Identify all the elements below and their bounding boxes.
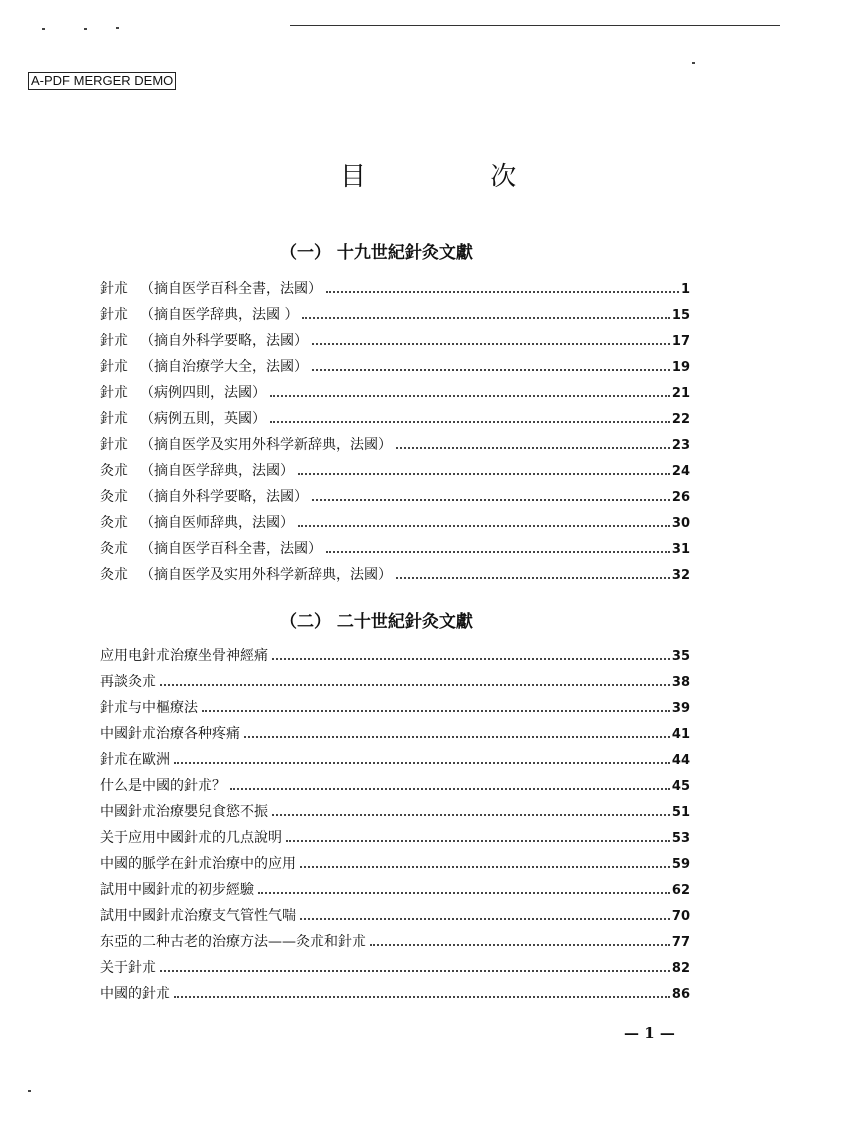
toc-entry-page: 21 — [671, 386, 690, 401]
toc-entry-source: （摘自医师辞典，法國） — [140, 515, 294, 531]
toc-entry-source: （摘自治療学大全，法國） — [140, 359, 308, 375]
toc-entry[interactable] — [100, 695, 690, 721]
toc-entry-label — [100, 354, 308, 380]
toc-entry-page: 32 — [671, 568, 690, 583]
toc-entry-title: 中國針朮治療嬰兒食慾不振 — [100, 804, 268, 820]
toc-entry-label — [100, 643, 268, 669]
toc-list-section1 — [100, 276, 690, 588]
toc-entry-title: 灸朮 — [100, 541, 128, 557]
toc-entry-page: 45 — [671, 779, 690, 794]
toc-entry-title: 針朮 — [100, 333, 128, 349]
dot-leader — [270, 420, 670, 423]
toc-entry-label — [100, 328, 308, 354]
toc-entry-title: 灸朮 — [100, 515, 128, 531]
toc-entry-page: 35 — [671, 649, 690, 664]
dot-leader — [302, 316, 669, 319]
toc-entry-title: 試用中國針朮的初步經驗 — [100, 882, 254, 898]
toc-entry-title: 針朮与中樞療法 — [100, 700, 198, 716]
toc-entry-page: 59 — [671, 857, 690, 872]
scan-speck — [116, 27, 119, 29]
page-title: 目 次 — [340, 162, 575, 192]
dot-leader — [272, 813, 670, 816]
toc-entry-label — [100, 851, 296, 877]
toc-entry-title: 針朮 — [100, 411, 128, 427]
dot-leader — [312, 368, 670, 371]
toc-entry[interactable] — [100, 773, 690, 799]
dot-leader — [174, 761, 670, 764]
toc-entry-title: 針朮 — [100, 281, 128, 297]
dot-leader — [258, 891, 670, 894]
toc-entry[interactable] — [100, 669, 690, 695]
toc-entry-source: （病例五則，英國） — [140, 411, 266, 427]
toc-entry-page: 31 — [671, 542, 690, 557]
toc-entry[interactable] — [100, 562, 690, 588]
toc-entry-title: 灸朮 — [100, 489, 128, 505]
dot-leader — [298, 472, 670, 475]
toc-entry-title: 針朮 — [100, 385, 128, 401]
toc-entry-title: 試用中國針朮治療支气管性气喘 — [100, 908, 296, 924]
toc-entry[interactable] — [100, 747, 690, 773]
toc-entry[interactable] — [100, 536, 690, 562]
scan-line-artifact — [290, 25, 780, 26]
dot-leader — [174, 995, 670, 998]
toc-entry[interactable] — [100, 328, 690, 354]
dot-leader — [286, 839, 670, 842]
toc-entry-page: 51 — [671, 805, 690, 820]
toc-entry[interactable] — [100, 981, 690, 1007]
toc-entry-page: 30 — [671, 516, 690, 531]
toc-entry-label — [100, 747, 170, 773]
toc-entry[interactable] — [100, 302, 690, 328]
scan-speck — [692, 62, 695, 64]
toc-entry[interactable] — [100, 406, 690, 432]
toc-entry-page: 82 — [671, 961, 690, 976]
toc-entry-label — [100, 773, 226, 799]
toc-entry-page: 53 — [671, 831, 690, 846]
dot-leader — [244, 735, 670, 738]
toc-entry-source: （摘自医学及实用外科学新辞典，法國） — [140, 437, 392, 453]
toc-entry[interactable] — [100, 721, 690, 747]
toc-entry-label — [100, 458, 294, 484]
dot-leader — [326, 550, 670, 553]
toc-entry[interactable] — [100, 877, 690, 903]
toc-entry-source: （摘自外科学要略，法國） — [140, 333, 308, 349]
toc-entry-label — [100, 536, 322, 562]
toc-entry[interactable] — [100, 929, 690, 955]
scan-speck — [42, 28, 45, 30]
toc-entry-page: 44 — [671, 753, 690, 768]
toc-entry-label — [100, 302, 298, 328]
toc-entry-page: 23 — [671, 438, 690, 453]
toc-entry-page: 19 — [671, 360, 690, 375]
dot-leader — [230, 787, 670, 790]
toc-entry-page: 38 — [671, 675, 690, 690]
toc-entry-label — [100, 981, 170, 1007]
toc-entry[interactable] — [100, 851, 690, 877]
dot-leader — [160, 683, 670, 686]
toc-entry-label — [100, 669, 156, 695]
toc-entry[interactable] — [100, 458, 690, 484]
toc-entry-source: （摘自外科学要略，法國） — [140, 489, 308, 505]
toc-entry-label — [100, 695, 198, 721]
toc-entry-label — [100, 929, 366, 955]
toc-entry-page: 26 — [671, 490, 690, 505]
toc-entry-page: 15 — [671, 308, 690, 323]
toc-entry-title: 針朮 — [100, 359, 128, 375]
toc-entry[interactable] — [100, 484, 690, 510]
toc-entry-title: 灸朮 — [100, 567, 128, 583]
toc-entry-title: 关于針朮 — [100, 960, 156, 976]
toc-entry-page: 22 — [671, 412, 690, 427]
toc-entry-page: 17 — [671, 334, 690, 349]
toc-entry[interactable] — [100, 432, 690, 458]
toc-entry[interactable] — [100, 955, 690, 981]
toc-entry-label — [100, 406, 266, 432]
toc-entry-label — [100, 825, 282, 851]
dot-leader — [160, 969, 670, 972]
toc-entry-title: 应用电針朮治療坐骨神經痛 — [100, 648, 268, 664]
toc-entry-page: 39 — [671, 701, 690, 716]
dot-leader — [270, 394, 670, 397]
toc-entry-source: （摘自医学辞典，法國） — [140, 463, 294, 479]
toc-entry-source: （摘自医学百科全書，法國） — [140, 281, 322, 297]
dot-leader — [300, 917, 670, 920]
dot-leader — [396, 446, 670, 449]
toc-entry-source: （摘自医学百科全書，法國） — [140, 541, 322, 557]
dot-leader — [326, 290, 679, 293]
toc-entry-title: 灸朮 — [100, 463, 128, 479]
dot-leader — [312, 342, 670, 345]
section-heading-20th-century: （二） 二十世紀針灸文獻 — [280, 612, 473, 632]
toc-entry-title: 中國的脈学在針朮治療中的应用 — [100, 856, 296, 872]
toc-entry[interactable] — [100, 354, 690, 380]
toc-entry-label — [100, 510, 294, 536]
toc-entry-label — [100, 432, 392, 458]
toc-entry[interactable] — [100, 825, 690, 851]
toc-list-section2 — [100, 643, 690, 1007]
toc-entry-label — [100, 799, 268, 825]
section-heading-19th-century: （一） 十九世紀針灸文獻 — [280, 243, 473, 263]
toc-entry-label — [100, 955, 156, 981]
scan-speck — [84, 28, 87, 30]
toc-entry-page: 41 — [671, 727, 690, 742]
toc-entry[interactable] — [100, 510, 690, 536]
toc-entry-title: 針朮 — [100, 437, 128, 453]
toc-entry-title: 关于应用中國針朮的几点說明 — [100, 830, 282, 846]
toc-entry-title: 什么是中國的針朮？ — [100, 778, 226, 794]
toc-entry-source: （摘自医学及实用外科学新辞典，法國） — [140, 567, 392, 583]
toc-entry-title: 再談灸朮 — [100, 674, 156, 690]
dot-leader — [300, 865, 670, 868]
dot-leader — [396, 576, 670, 579]
toc-entry[interactable] — [100, 380, 690, 406]
toc-entry-title: 东亞的二种古老的治療方法——灸朮和針朮 — [100, 934, 366, 950]
toc-entry-label — [100, 903, 296, 929]
toc-entry-label — [100, 484, 308, 510]
dot-leader — [202, 709, 670, 712]
toc-entry-title: 針朮 — [100, 307, 128, 323]
toc-entry-title: 中國針朮治療各种疼痛 — [100, 726, 240, 742]
dot-leader — [312, 498, 670, 501]
toc-entry-page: 70 — [671, 909, 690, 924]
toc-entry-page: 86 — [671, 987, 690, 1002]
toc-entry-title: 中國的針朮 — [100, 986, 170, 1002]
toc-entry-page: 77 — [671, 935, 690, 950]
toc-entry-page: 62 — [671, 883, 690, 898]
toc-entry[interactable] — [100, 276, 690, 302]
toc-entry[interactable] — [100, 643, 690, 669]
toc-entry[interactable] — [100, 903, 690, 929]
toc-entry-label — [100, 276, 322, 302]
watermark-label: A-PDF MERGER DEMO — [28, 72, 176, 90]
toc-entry-title: 針朮在歐洲 — [100, 752, 170, 768]
toc-entry-page: 24 — [671, 464, 690, 479]
toc-entry-label — [100, 562, 392, 588]
toc-entry-source: （摘自医学辞典，法國 ） — [140, 307, 299, 323]
toc-entry-source: （病例四則，法國） — [140, 385, 266, 401]
scan-speck — [28, 1090, 31, 1092]
toc-entry-label — [100, 721, 240, 747]
toc-entry-page: 1 — [680, 282, 690, 297]
toc-entry-label — [100, 877, 254, 903]
dot-leader — [272, 657, 670, 660]
page-number: — 1 — — [624, 1024, 675, 1042]
toc-entry[interactable] — [100, 799, 690, 825]
dot-leader — [370, 943, 670, 946]
dot-leader — [298, 524, 670, 527]
toc-entry-label — [100, 380, 266, 406]
